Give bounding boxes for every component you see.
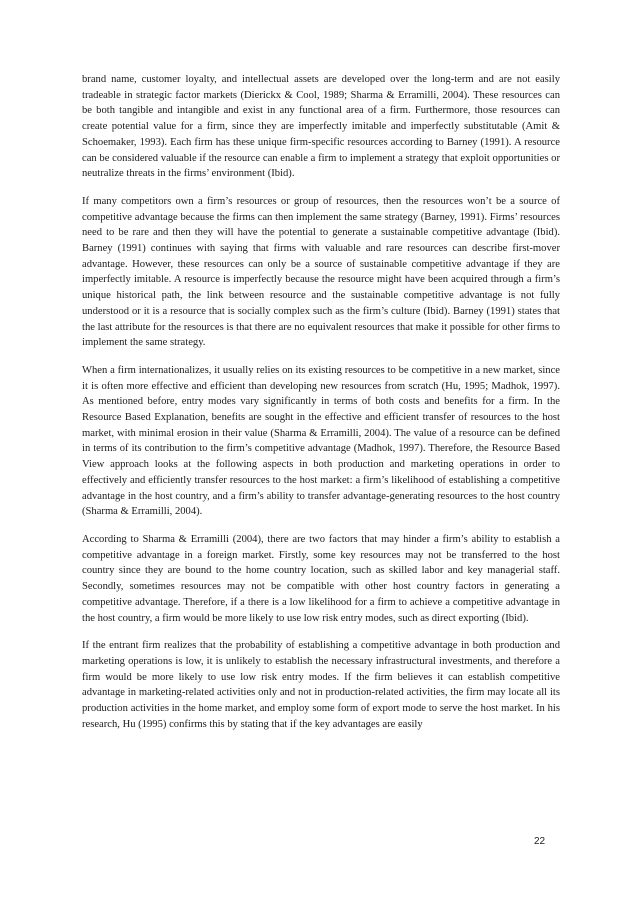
paragraph-3: When a firm internationalizes, it usually relies on its existing resources to be competitive in a new market, since it is often more effective and efficient than developing new resources from scratch (Hu, 1995; Madhok, 1997). As mentioned before, entry modes vary significantly in terms of both costs and benefits for a firm. In the Resource Based Explanation, benefits are sought in the effective and efficient transfer of resources to the host market, with minimal erosion in their value (Sharma & Erramilli, 2004). The value of a resource can be defined in terms of its contribution to the firm’s competitive advantage (Madhok, 1997). Therefore, the Resource Based View approach looks at the following aspects in both production and marketing operations in order to effectively and efficiently transfer resources to the host market: a firm’s likelihood of establishing a competitive advantage in the host country, and a firm’s ability to transfer advantage-generating resources to the host country (Sharma & Erramilli, 2004). (82, 364, 560, 518)
paragraph-1: brand name, customer loyalty, and intellectual assets are developed over the long-term and are not easily tradeable in strategic factor markets (Dierickx & Cool, 1989; Sharma & Erramilli, 2004). These resources can be both tangible and intangible and exist in any functional area of a firm. Furthermore, those resources can create potential value for a firm, since they are imperfectly imitable and imperfectly substitutable (Amit & Schoemaker, 1993). Each firm has these unique firm-specific resources according to Barney (1991). A resource can be considered valuable if the resource can enable a firm to implement a strategy that exploit opportunities or neutralize threats in the firms’ environment (Ibid). (82, 74, 560, 180)
document-page (82, 72, 560, 744)
paragraph-2: If many competitors own a firm’s resources or group of resources, then the resources won’t be a source of competitive advantage because the firms can then implement the same strategy (Barney, 1991). Firms’ resources need to be rare and then they will have the potential to generate a sustainable competitive advantage (Ibid). Barney (1991) continues with saying that firms with valuable and rare resources can describe first-mover advantage. However, these resources can only be a source of sustainable competitive advantage if they are imperfectly imitable. A resource is imperfectly because the resource might have been acquired through a firm’s unique historical path, the link between resource and the sustainable competitive advantage is not fully understood or it is a resource that is socially complex such as the firm’s culture (Ibid). Barney (1991) states that the last attribute for the resources is that there are no equivalent resources that make it possible for other firms to implement the same strategy. (82, 195, 560, 349)
paragraph-5: If the entrant firm realizes that the probability of establishing a competitive advantage in both production and marketing operations is low, it is unlikely to establish the necessary infrastructural investments, and therefore a firm would be more likely to use low risk entry modes. If the firm believes it can establish competitive advantage in marketing-related activities only and not in production-related activities, the firm may locate all its production activities in the home market, and employ some form of export mode to serve the host market. In his research, Hu (1995) confirms this by stating that if the key advantages are easily (82, 640, 560, 730)
paragraph-4: According to Sharma & Erramilli (2004), there are two factors that may hinder a firm’s ability to establish a competitive advantage in a foreign market. Firstly, some key resources may not be transferred to the host country since they are bound to the home country location, such as skilled labor and key managerial staff. Secondly, sometimes resources may not be compatible with other host country factors in generating a competitive advantage. Therefore, if a there is a low likelihood for a firm to achieve a competitive advantage in the host country, a firm would be more likely to use low risk entry modes, such as direct exporting (Ibid). (82, 533, 560, 624)
page-number: 22 (534, 836, 546, 847)
